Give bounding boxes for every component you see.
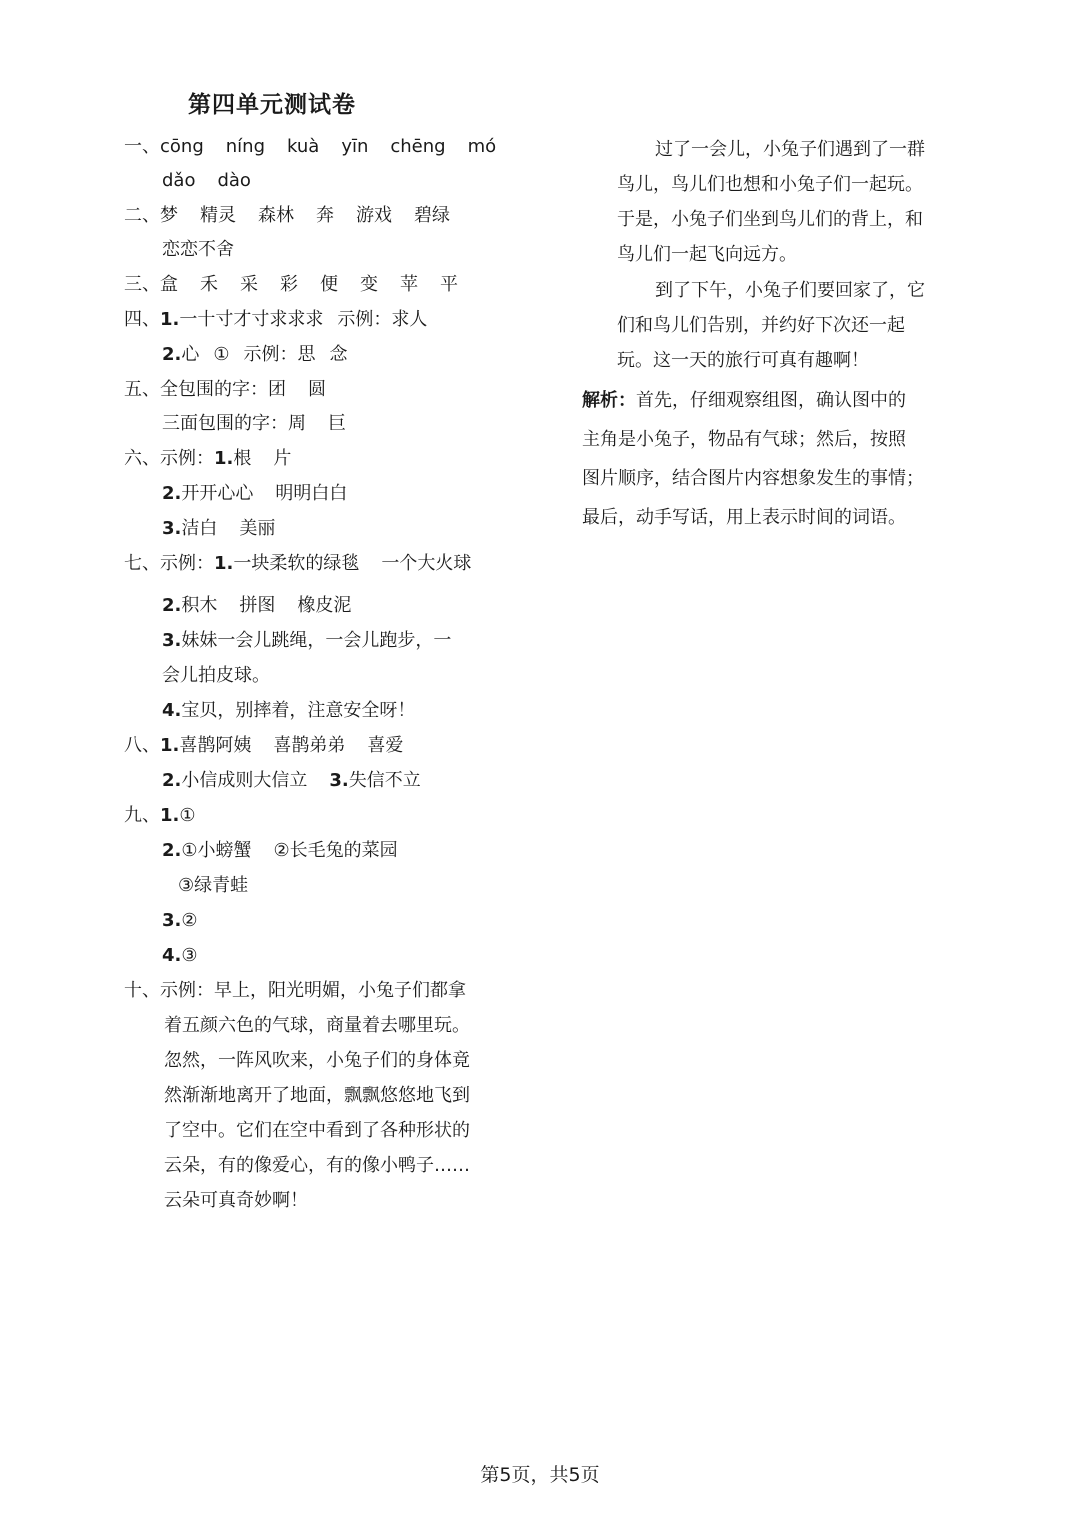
q9-item3-num: 3. xyxy=(162,910,182,931)
q4-item2-example: 示例：思 xyxy=(243,344,316,365)
q10-line: 云朵可真奇妙啊！ xyxy=(164,1190,308,1211)
q3-char: 变 xyxy=(360,274,378,295)
q9-item2-text: ①小螃蟹 xyxy=(181,840,252,861)
q5-line2-extra: 巨 xyxy=(328,413,346,434)
q4-row2 xyxy=(162,342,348,368)
analysis-line1 xyxy=(582,388,906,414)
q9-row3: ③绿青蛙 xyxy=(178,875,249,896)
analysis-line: 最后，动手写话，用上表示时间的词语。 xyxy=(582,507,906,528)
q7-row4: 会儿拍皮球。 xyxy=(162,665,270,686)
right-para2-line: 到了下午，小兔子们要回家了，它 xyxy=(655,280,925,301)
q6-item2-text2: 明明白白 xyxy=(275,483,348,504)
q9-item1-text: ① xyxy=(179,805,196,826)
q6-item3-text2: 美丽 xyxy=(239,518,276,539)
page-footer: 第5页，共5页 xyxy=(480,1464,600,1486)
q5-line1-extra: 圆 xyxy=(308,379,326,400)
q2-row1 xyxy=(124,203,450,229)
q1-pinyin: mó xyxy=(467,136,497,157)
q10-marker: 十、 xyxy=(124,980,160,1001)
q9-item4-num: 4. xyxy=(162,945,182,966)
q7-row5 xyxy=(162,698,415,724)
q5-row1 xyxy=(124,377,326,403)
q3-char: 便 xyxy=(320,274,338,295)
q6-row2 xyxy=(162,481,347,507)
q6-row1 xyxy=(124,446,291,472)
q8-item2-num: 2. xyxy=(162,770,182,791)
right-para2-line: 们和鸟儿们告别，并约好下次还一起 xyxy=(617,315,905,336)
q7-item1-text2: 一个大火球 xyxy=(381,553,472,574)
q7-item2-word: 拼图 xyxy=(239,595,276,616)
q9-item2-text2: ②长毛兔的菜园 xyxy=(273,840,398,861)
q7-item3-num: 3. xyxy=(162,630,182,651)
q8-marker: 八、 xyxy=(124,735,160,756)
q1-pinyin: yīn xyxy=(341,136,369,157)
q8-row1 xyxy=(124,733,403,759)
q2-row2: 恋恋不舍 xyxy=(162,239,234,260)
q9-row1 xyxy=(124,803,196,829)
q9-marker: 九、 xyxy=(124,805,160,826)
q7-item1-num: 1. xyxy=(214,553,234,574)
q9-row2 xyxy=(162,838,398,864)
q6-item3-text: 洁白 xyxy=(181,518,218,539)
q4-item1-num: 1. xyxy=(160,309,180,330)
q6-item2-text: 开开心心 xyxy=(181,483,254,504)
q4-item2-text: 心 xyxy=(181,344,200,365)
q6-item1-num: 1. xyxy=(214,448,234,469)
q3-char: 彩 xyxy=(280,274,298,295)
q5-line1: 全包围的字：团 xyxy=(160,379,286,400)
q6-item1-text2: 片 xyxy=(273,448,292,469)
q5-row2 xyxy=(162,411,346,437)
right-para1-line: 于是，小兔子们坐到鸟儿们的背上，和 xyxy=(617,209,923,230)
q4-item2-num: 2. xyxy=(162,344,182,365)
analysis-text: 首先，仔细观察组图，确认图中的 xyxy=(636,390,906,411)
right-para1-line: 过了一会儿，小兔子们遇到了一群 xyxy=(655,139,925,160)
q4-example: 示例：求人 xyxy=(337,309,428,330)
right-para1-line: 鸟儿们一起飞向远方。 xyxy=(617,244,797,265)
q7-item2-word: 积木 xyxy=(181,595,218,616)
q2-word: 精灵 xyxy=(200,205,236,226)
q10-line: 然渐渐地离开了地面，飘飘悠悠地飞到 xyxy=(164,1085,470,1106)
q1-pinyin: dǎo xyxy=(162,170,196,191)
q9-item3-text: ② xyxy=(181,910,198,931)
analysis-line: 图片顺序，结合图片内容想象发生的事情； xyxy=(582,468,924,489)
q7-row1 xyxy=(124,551,471,577)
q9-row4 xyxy=(162,908,198,934)
q10-line: 云朵，有的像爱心，有的像小鸭子…… xyxy=(164,1155,470,1176)
right-para1-line: 鸟儿，鸟儿们也想和小兔子们一起玩。 xyxy=(617,174,923,195)
q6-row3 xyxy=(162,516,275,542)
q7-item3-line1: 妹妹一会儿跳绳，一会儿跑步，一 xyxy=(181,630,452,651)
q5-marker: 五、 xyxy=(124,379,160,400)
q4-marker: 四、 xyxy=(124,309,160,330)
analysis-line: 主角是小兔子，物品有气球；然后，按照 xyxy=(582,429,906,450)
q1-marker: 一、 xyxy=(124,136,160,157)
q10-row1 xyxy=(124,978,466,1004)
q3-char: 盒 xyxy=(160,274,178,295)
q1-pinyin: dào xyxy=(217,170,251,191)
q8-item1-num: 1. xyxy=(160,735,180,756)
q7-item2-word: 橡皮泥 xyxy=(297,595,352,616)
q8-item2-text: 小信成则大信立 xyxy=(181,770,308,791)
q3-row xyxy=(124,272,458,298)
q2-word: 梦 xyxy=(160,205,178,226)
q2-word: 游戏 xyxy=(356,205,392,226)
q1-pinyin: cōng xyxy=(160,136,204,157)
q2-word: 奔 xyxy=(316,205,334,226)
q2-word: 森林 xyxy=(258,205,294,226)
q3-marker: 三、 xyxy=(124,274,160,295)
q1-row2 xyxy=(162,168,273,194)
page-title: 第四单元测试卷 xyxy=(188,92,356,118)
q6-example: 示例： xyxy=(160,448,214,469)
q8-word: 喜鹊弟弟 xyxy=(273,735,346,756)
q8-item3-num: 3. xyxy=(329,770,349,791)
q9-item2-num: 2. xyxy=(162,840,182,861)
q3-char: 苹 xyxy=(400,274,418,295)
q4-item2-example2: 念 xyxy=(329,344,348,365)
q4-item2-choice: ① xyxy=(213,344,230,365)
q7-example: 示例： xyxy=(160,553,214,574)
q7-row2 xyxy=(162,593,351,619)
q3-char: 采 xyxy=(240,274,258,295)
q1-pinyin: níng xyxy=(225,136,265,157)
q6-item3-num: 3. xyxy=(162,518,182,539)
right-para2-line: 玩。这一天的旅行可真有趣啊！ xyxy=(617,350,869,371)
q10-line: 了空中。它们在空中看到了各种形状的 xyxy=(164,1120,470,1141)
q5-line2: 三面包围的字：周 xyxy=(162,413,306,434)
q7-item2-num: 2. xyxy=(162,595,182,616)
analysis-label: 解析： xyxy=(582,390,636,411)
q7-item1-text: 一块柔软的绿毯 xyxy=(233,553,360,574)
q7-marker: 七、 xyxy=(124,553,160,574)
q8-word: 喜鹊阿姨 xyxy=(179,735,252,756)
q1-pinyin: chēng xyxy=(390,136,446,157)
q10-line: 忽然，一阵风吹来，小兔子们的身体竟 xyxy=(164,1050,470,1071)
q8-word: 喜爱 xyxy=(367,735,404,756)
q6-marker: 六、 xyxy=(124,448,160,469)
q9-item4-text: ③ xyxy=(181,945,198,966)
q2-marker: 二、 xyxy=(124,205,160,226)
q10-line: 着五颜六色的气球，商量着去哪里玩。 xyxy=(164,1015,470,1036)
q6-item1-text: 根 xyxy=(233,448,252,469)
q6-item2-num: 2. xyxy=(162,483,182,504)
q7-item4-num: 4. xyxy=(162,700,182,721)
q3-char: 禾 xyxy=(200,274,218,295)
q1-pinyin: kuà xyxy=(287,136,320,157)
q7-row3 xyxy=(162,628,451,654)
q1-row1 xyxy=(124,134,518,160)
q2-word: 碧绿 xyxy=(414,205,450,226)
q9-row5 xyxy=(162,943,198,969)
q8-item3-text: 失信不立 xyxy=(348,770,421,791)
q3-char: 平 xyxy=(440,274,458,295)
q9-item1-num: 1. xyxy=(160,805,180,826)
q10-line: 示例：早上，阳光明媚，小兔子们都拿 xyxy=(160,980,466,1001)
q4-strokes: 一十寸才寸求求求 xyxy=(179,309,324,330)
q8-row2 xyxy=(162,768,421,794)
q4-row1 xyxy=(124,307,427,333)
q7-item4-text: 宝贝，别摔着，注意安全呀！ xyxy=(181,700,416,721)
